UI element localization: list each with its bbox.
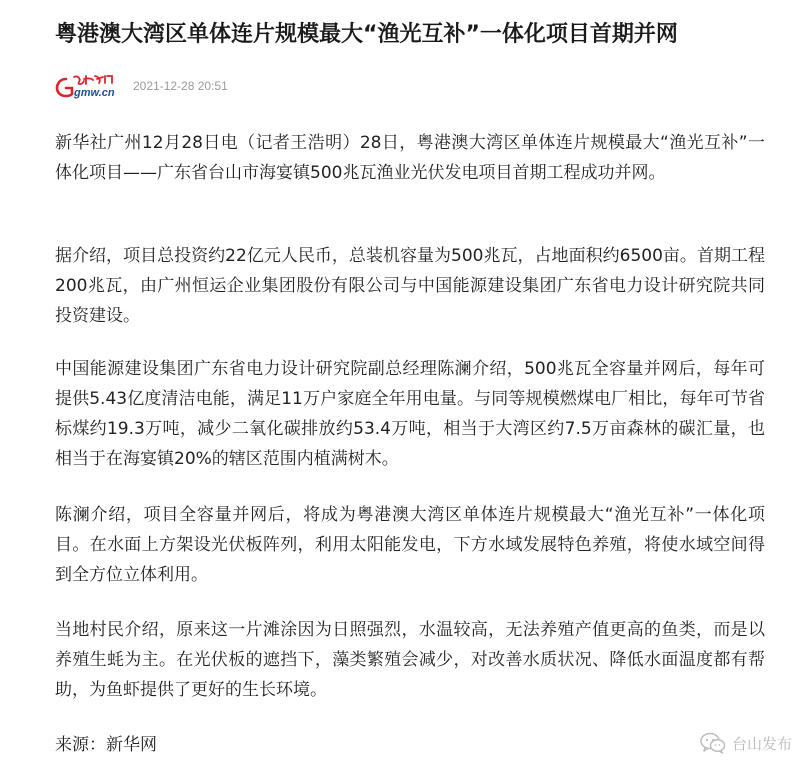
watermark-label: 台山发布: [731, 734, 792, 753]
paragraph-fishery-solar: 陈澜介绍，项目全容量并网后，将成为粤港澳大湾区单体连片规模最大“渔光互补”一体化项目。在水面上方架设光伏板阵列，利用太阳能发电，下方水域发展特色养殖，将使水域空间得到全方位立体利用。: [55, 505, 765, 585]
paragraph-investment: 据介绍，项目总投资约22亿元人民币，总装机容量为500兆瓦，占地面积约6500亩。首期工程200兆瓦，由广州恒运企业集团股份有限公司与中国能源建设集团广东省电力设计研究院共同投资建设。: [55, 246, 765, 326]
gmw-logo[interactable]: [55, 73, 121, 99]
article-title: 粤港澳大湾区单体连片规模最大“渔光互补”一体化项目首期并网: [55, 22, 678, 47]
article-meta: [55, 72, 228, 100]
wechat-watermark: [700, 732, 792, 754]
gmw-logo-icon: [55, 73, 121, 99]
paragraph-benefits: 中国能源建设集团广东省电力设计研究院副总经理陈澜介绍，500兆瓦全容量并网后，每年可提供5.43亿度清洁电能，满足11万户家庭全年用电量。与同等规模燃煤电厂相比，每年可节省标煤约19.3万吨，减少二氧化碳排放约53.4万吨，相当于大湾区约7.5万亩森林的碳汇量，也相当于在海宴镇20%的辖区范围内植满树木。: [55, 359, 765, 469]
wechat-icon: [700, 732, 726, 754]
paragraph-villagers: 当地村民介绍，原来这一片滩涂因为日照强烈，水温较高，无法养殖产值更高的鱼类，而是以养殖生蚝为主。在光伏板的遮挡下，藻类繁殖会减少，对改善水质状况、降低水面温度都有帮助，为鱼虾提供了更好的生长环境。: [55, 620, 765, 700]
publish-date: 2021-12-28 20:51: [133, 79, 228, 93]
gmw-logo-text: gmw.cn: [74, 87, 115, 99]
article-source: 来源：新华网: [55, 735, 157, 755]
paragraph-intro: 新华社广州12月28日电（记者王浩明）28日，粤港澳大湾区单体连片规模最大“渔光互补”一体化项目——广东省台山市海宴镇500兆瓦渔业光伏发电项目首期工程成功并网。: [55, 133, 765, 183]
